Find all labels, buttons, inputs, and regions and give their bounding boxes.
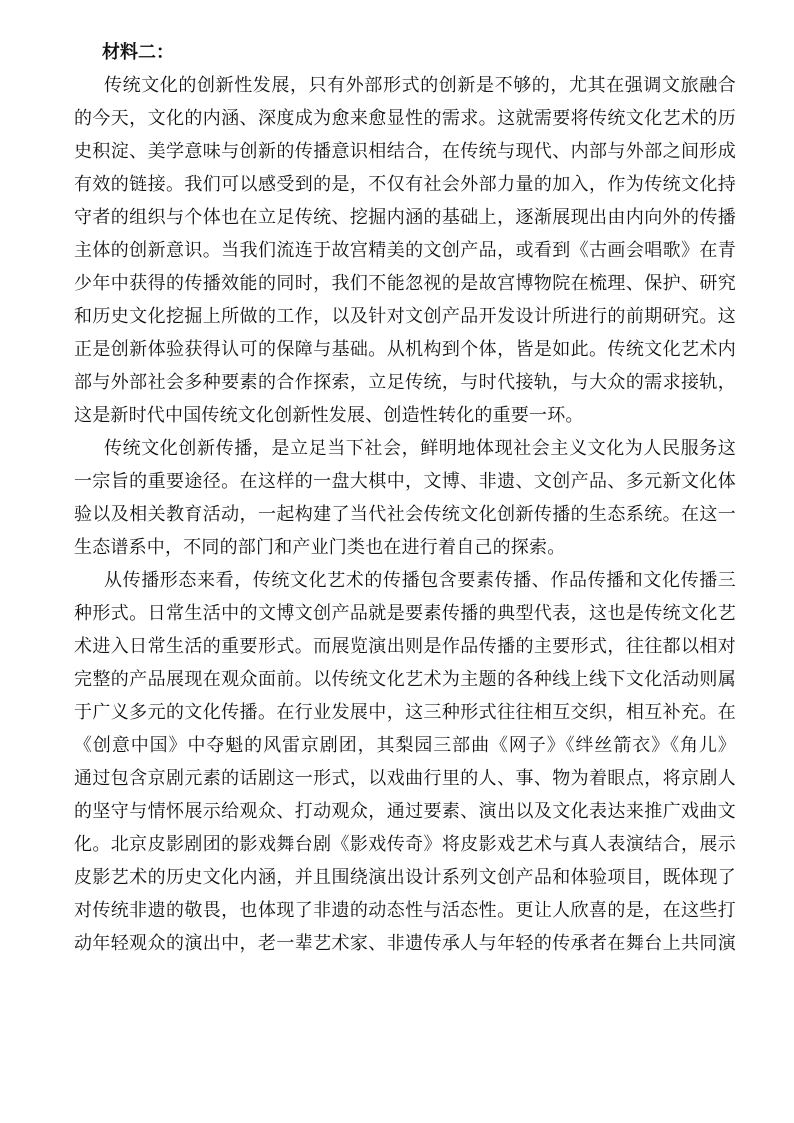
text-line: 从传播形态来看，传统文化艺术的传播包含要素传播、作品传播和文化传播三 bbox=[104, 570, 736, 591]
text-line: 《创意中国》中夺魁的风雷京剧团，其梨园三部曲《网子》《绊丝箭衣》《角儿》 bbox=[74, 735, 736, 756]
text-line: 完整的产品展现在观众面前。以传统文化艺术为主题的各种线上线下文化活动则属 bbox=[74, 669, 736, 690]
section-heading: 材料二： bbox=[102, 42, 174, 63]
paragraph-1 bbox=[74, 69, 736, 432]
text-line: 有效的链接。我们可以感受到的是，不仅有社会外部力量的加入，作为传统文化持 bbox=[74, 174, 736, 195]
text-line: 的今天，文化的内涵、深度成为愈来愈显性的需求。这就需要将传统文化艺术的历 bbox=[74, 108, 736, 129]
text-line: 和历史文化挖掘上所做的工作，以及针对文创产品开发设计所进行的前期研究。这 bbox=[74, 306, 736, 327]
text-line: 皮影艺术的历史文化内涵，并且围绕演出设计系列文创产品和体验项目，既体现了 bbox=[74, 867, 736, 888]
text-line: 正是创新体验获得认可的保障与基础。从机构到个体，皆是如此。传统文化艺术内 bbox=[74, 339, 736, 360]
text-line: 这是新时代中国传统文化创新性发展、创造性转化的重要一环。 bbox=[74, 405, 584, 426]
text-line: 史积淀、美学意味与创新的传播意识相结合，在传统与现代、内部与外部之间形成 bbox=[74, 141, 736, 162]
text-line: 对传统非遗的敬畏，也体现了非遗的动态性与活态性。更让人欣喜的是，在这些打 bbox=[74, 900, 736, 921]
text-line: 主体的创新意识。当我们流连于故宫精美的文创产品，或看到《古画会唱歌》在青 bbox=[74, 240, 736, 261]
text-line: 守者的组织与个体也在立足传统、挖掘内涵的基础上，逐渐展现出由内向外的传播 bbox=[74, 207, 736, 228]
paragraph-2 bbox=[74, 432, 736, 564]
text-line: 种形式。日常生活中的文博文创产品就是要素传播的典型代表，这也是传统文化艺 bbox=[74, 603, 736, 624]
text-line: 通过包含京剧元素的话剧这一形式，以戏曲行里的人、事、物为着眼点，将京剧人 bbox=[74, 768, 736, 789]
document-page bbox=[74, 36, 736, 960]
paragraph-3 bbox=[74, 564, 736, 960]
text-line: 传统文化创新传播，是立足当下社会，鲜明地体现社会主义文化为人民服务这 bbox=[104, 438, 736, 459]
text-line: 生态谱系中，不同的部门和产业门类也在进行着自己的探索。 bbox=[74, 537, 566, 558]
text-line: 动年轻观众的演出中，老一辈艺术家、非遗传承人与年轻的传承者在舞台上共同演 bbox=[74, 933, 736, 954]
text-line: 部与外部社会多种要素的合作探索，立足传统，与时代接轨，与大众的需求接轨， bbox=[74, 372, 736, 393]
text-line: 验以及相关教育活动，一起构建了当代社会传统文化创新传播的生态系统。在这一 bbox=[74, 504, 736, 525]
text-line: 传统文化的创新性发展，只有外部形式的创新是不够的，尤其在强调文旅融合 bbox=[104, 75, 736, 96]
text-line: 化。北京皮影剧团的影戏舞台剧《影戏传奇》将皮影戏艺术与真人表演结合，展示 bbox=[74, 834, 736, 855]
text-line: 一宗旨的重要途径。在这样的一盘大棋中，文博、非遗、文创产品、多元新文化体 bbox=[74, 471, 736, 492]
text-line: 的坚守与情怀展示给观众、打动观众，通过要素、演出以及文化表达来推广戏曲文 bbox=[74, 801, 736, 822]
text-line: 术进入日常生活的重要形式。而展览演出则是作品传播的主要形式，往往都以相对 bbox=[74, 636, 736, 657]
text-line: 少年中获得的传播效能的同时，我们不能忽视的是故宫博物院在梳理、保护、研究 bbox=[74, 273, 736, 294]
text-line: 于广义多元的文化传播。在行业发展中，这三种形式往往相互交织，相互补充。在 bbox=[74, 702, 736, 723]
